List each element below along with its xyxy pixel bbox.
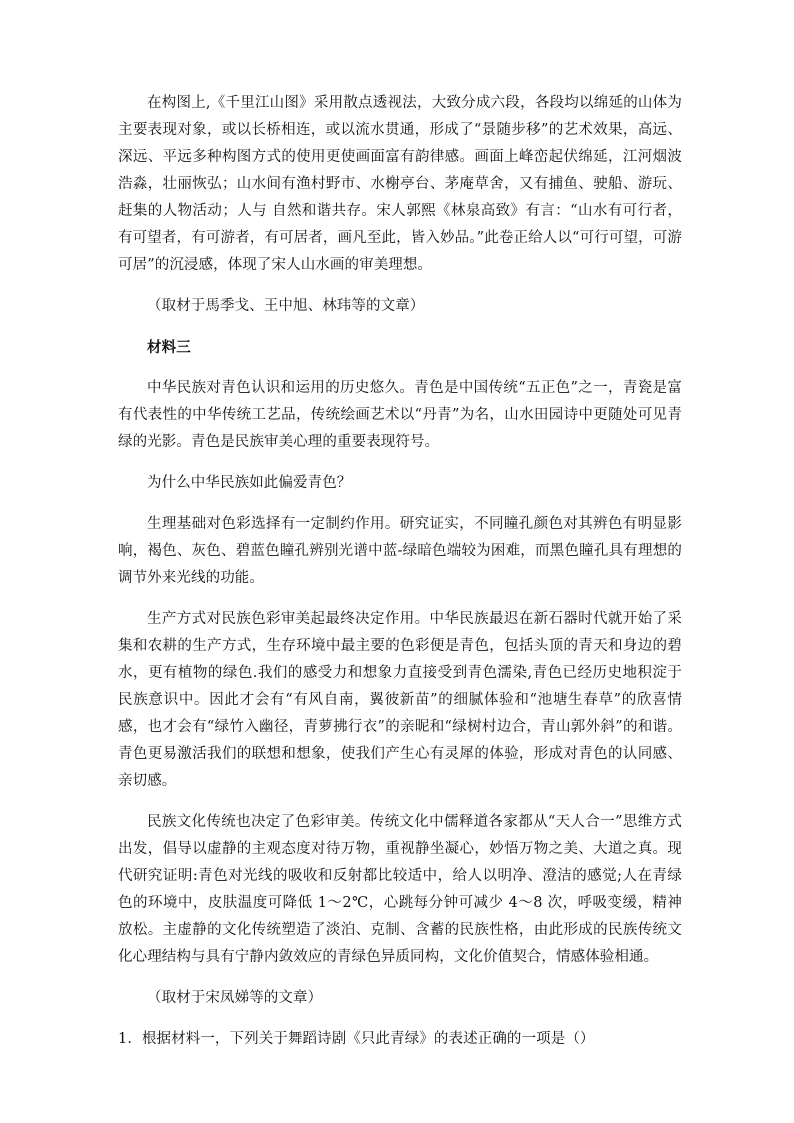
material-three-heading: 材料三 [147, 339, 191, 356]
question-1: 1．根据材料一，下列关于舞蹈诗剧《只此青绿》的表述正确的一项是（） [118, 1031, 595, 1047]
paragraph-physiology: 生理基础对色彩选择有一定制约作用。研究证实，不同瞳孔颜色对其辨色有明显影响，褐色、灰色、碧蓝色瞳孔辨别光谱中蓝-绿暗色端较为困难，而黑色瞳孔具有理想的调节外来光线的功能。 [118, 516, 682, 586]
paragraph-culture: 民族文化传统也决定了色彩审美。传统文化中儒释道各家都从“天人合一”思维方式出发，倡导以虚静的主观态度对待万物，重视静坐凝心，妙悟万物之美、大道之真。现代研究证明:青色对光线的吸收和反射都比较适中，给人以明净、澄洁的感觉;人在青绿色的环境中，皮肤温度可降低 1～2℃，心跳每分钟可减少 4～8 次，呼吸变缓，精神放松。主虚静的文化传统塑造了淡泊、克制、含蓄的民族性格，由此形成的民族传统文化心理结构与具有宁静内敛效应的青绿色异质同构，文化价值契合，情感体验相通。 [118, 814, 682, 965]
paragraph-composition: 在构图上,《千里江山图》采用散点透视法，大致分成六段，各段均以绵延的山体为主要表现对象，或以长桥相连，或以流水贯通，形成了“景随步移”的艺术效果，高远、深远、平远多种构图方式的使用更使画面富有韵律感。画面上峰峦起伏绵延，江河烟波浩淼，壮丽恢弘；山水间有渔村野市、水榭亭台、茅庵草舍，又有捕鱼、驶船、游玩、赶集的人物活动；人与 自然和谐共存。宋人郭熙《林泉高致》有言：“山水有可行者，有可望者，有可游者，有可居者，画凡至此，皆入妙品。”此卷正给人以“可行可望，可游可居”的沉浸感，体现了宋人山水画的审美理想。 [118, 95, 682, 273]
source-note-1: （取材于馬季戈、王中旭、林玮等的文章） [147, 298, 425, 314]
paragraph-question: 为什么中华民族如此偏爱青色？ [147, 475, 352, 491]
paragraph-production: 生产方式对民族色彩审美起最终决定作用。中华民族最迟在新石器时代就开始了采集和农耕的生产方式，生存环境中最主要的色彩便是青色，包括头顶的青天和身边的碧水，更有植物的绿色.我们的感受力和想象力直接受到青色濡染,青色已经历史地积淀于民族意识中。因此才会有“有风自南，翼彼新苗”的细腻体验和“池塘生春草”的欣喜情感，也才会有“绿竹入幽径，青萝拂行衣”的亲昵和“绿树村边合，青山郭外斜”的和谐。青色更易激活我们的联想和想象，使我们产生心有灵犀的体验，形成对青色的认同感、亲切感。 [118, 611, 682, 789]
source-note-2: （取材于宋凤娣等的文章） [147, 990, 323, 1006]
paragraph-green-history: 中华民族对青色认识和运用的历史悠久。青色是中国传统“五正色”之一，青瓷是富有代表性的中华传统工艺品，传统绘画艺术以“丹青”为名，山水田园诗中更随处可见青绿的光影。青色是民族审美心理的重要表现符号。 [118, 380, 682, 450]
document-body [118, 90, 682, 1053]
